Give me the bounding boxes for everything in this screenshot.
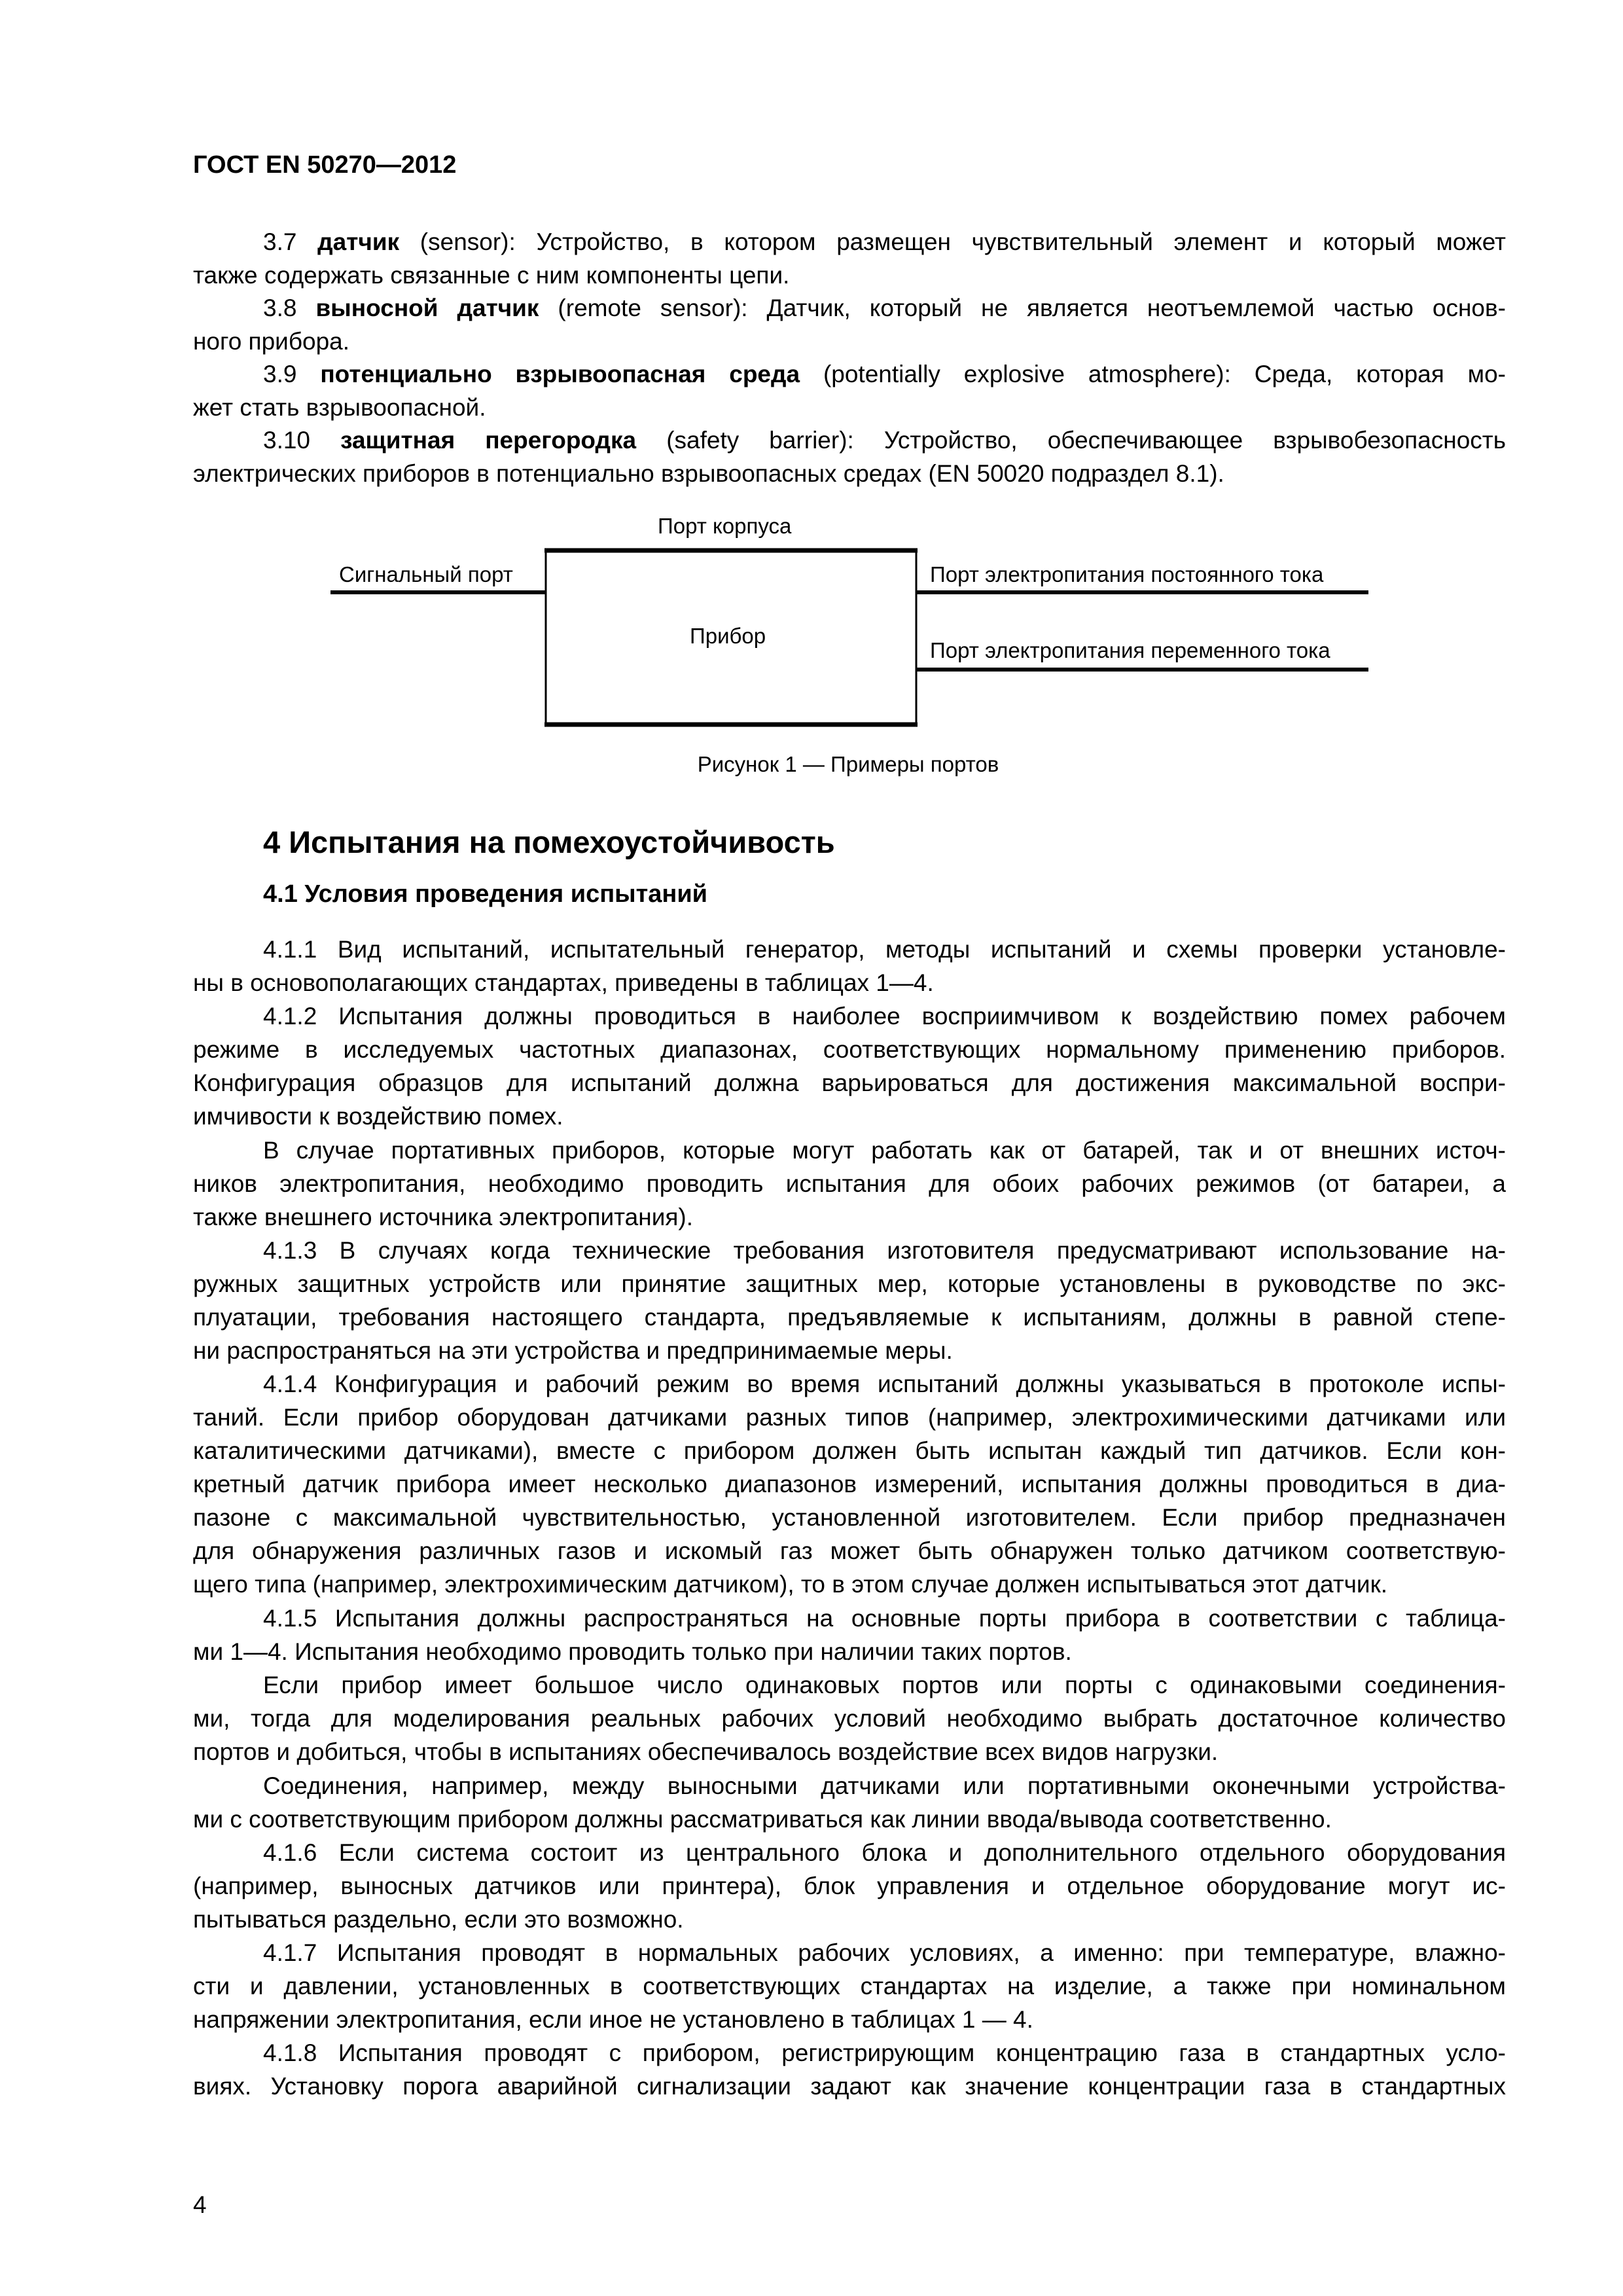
- paragraph-line: щего типа (например, электрохимическим датчиком), то в этом случае должен испытываться этот датчик.: [193, 1571, 1388, 1598]
- definition-text: (sensor): Устройство, в котором размещен чувствительный элемент и который может: [399, 228, 1506, 255]
- device-label: Прибор: [690, 624, 766, 648]
- body-paragraph: [193, 1367, 1506, 1601]
- paragraph-line: каталитическими датчиками), вместе с прибором должен быть испытан каждый тип датчиков. Если кон-: [193, 1437, 1506, 1465]
- paragraph-line: ны в основополагающих стандартах, приведены в таблицах 1—4.: [193, 969, 934, 996]
- body-paragraph: [193, 1936, 1506, 2036]
- paragraph-line: 4.1.4 Конфигурация и рабочий режим во время испытаний должны указываться в протоколе испы-: [263, 1371, 1506, 1398]
- paragraph-line: ников электропитания, необходимо проводить испытания для обоих рабочих режимов (от батареи, а: [193, 1170, 1506, 1197]
- paragraph-line: кретный датчик прибора имеет несколько диапазонов измерений, испытания должны проводиться в диа-: [193, 1471, 1506, 1498]
- paragraph-line: также содержать связанные с ним компоненты цепи.: [193, 262, 790, 289]
- paragraph-line: имчивости к воздействию помех.: [193, 1103, 563, 1130]
- paragraph-line: также внешнего источника электропитания).: [193, 1203, 693, 1230]
- paragraph-line: 4.1.3 В случаях когда технические требования изготовителя предусматривают использование на-: [263, 1236, 1506, 1264]
- paragraph-line: 4.1.8 Испытания проводят с прибором, регистрирующим концентрацию газа в стандартных усло-: [263, 2039, 1506, 2067]
- paragraph-line: ми 1—4. Испытания необходимо проводить только при наличии таких портов.: [193, 1638, 1072, 1665]
- dc-power-port-label: Порт электропитания постоянного тока: [930, 562, 1324, 586]
- paragraph-line: электрических приборов в потенциально взрывоопасных средах (EN 50020 подраздел 8.1).: [193, 460, 1224, 487]
- paragraph-line: ни распространяться на эти устройства и предпринимаемые меры.: [193, 1336, 953, 1364]
- subsection-title: 4.1 Условия проведения испытаний: [263, 880, 708, 908]
- body-paragraph: [193, 1134, 1506, 1234]
- paragraph-line: Если прибор имеет большое число одинаковых портов или порты с одинаковыми соединения-: [263, 1672, 1506, 1699]
- definition-number: 3.7: [263, 228, 297, 255]
- paragraph-line: пазоне с максимальной чувствительностью, установленной изготовителем. Если прибор предназначен: [193, 1504, 1506, 1532]
- paragraph-line: ми, тогда для моделирования реальных рабочих условий необходимо выбрать достаточное количество: [193, 1705, 1506, 1732]
- paragraph-line: 4.1.1 Вид испытаний, испытательный генератор, методы испытаний и схемы проверки установле-: [263, 936, 1506, 963]
- figure-caption: Рисунок 1 — Примеры портов: [697, 752, 999, 776]
- paragraph-line: 4.1.5 Испытания должны распространяться на основные порты прибора в соответствии с таблица-: [263, 1605, 1506, 1632]
- body-paragraph: [193, 933, 1506, 999]
- paragraph-line: Конфигурация образцов для испытаний должна варьироваться для достижения максимальной воспри-: [193, 1069, 1506, 1097]
- section-title: 4 Испытания на помехоустойчивость: [263, 825, 835, 859]
- paragraph-line: 4.1.6 Если система состоит из центрального блока и дополнительного отдельного оборудования: [263, 1839, 1506, 1866]
- definition-number: 3.8: [263, 295, 297, 321]
- definition-text: (safety barrier): Устройство, обеспечивающее взрывобезопасность: [636, 427, 1506, 454]
- paragraph-line: ми с соответствующим прибором должны рассматриваться как линии ввода/вывода соответственно.: [193, 1805, 1332, 1833]
- paragraph-line: ного прибора.: [193, 328, 350, 355]
- definition-term: защитная перегородка: [340, 427, 637, 454]
- paragraph-line: виях. Установку порога аварийной сигнализации задают как значение концентрации газа в стандартных: [193, 2073, 1506, 2100]
- paragraph-line: портов и добиться, чтобы в испытаниях обеспечивалось воздействие всех видов нагрузки.: [193, 1738, 1219, 1766]
- page-number: 4: [193, 2191, 207, 2218]
- signal-port-label: Сигнальный порт: [339, 562, 513, 586]
- enclosure-port-label: Порт корпуса: [658, 514, 792, 538]
- paragraph-line: плуатации, требования настоящего стандарта, предъявляемые к испытаниям, должны в равной степе-: [193, 1303, 1506, 1331]
- ac-power-port-label: Порт электропитания переменного тока: [930, 638, 1330, 662]
- body-paragraph: [193, 1769, 1506, 1836]
- paragraph-line: ружных защитных устройств или принятие защитных мер, которые установлены в руководстве по экс-: [193, 1270, 1506, 1297]
- definition-text: (remote sensor): Датчик, который не является неотъемлемой частью основ-: [539, 295, 1506, 321]
- body-paragraph: [193, 1668, 1506, 1768]
- body-paragraph: [193, 2036, 1506, 2103]
- body-paragraph: [193, 1602, 1506, 1668]
- definition-term: выносной датчик: [315, 295, 539, 321]
- paragraph-line: режиме в исследуемых частотных диапазонах, соответствующих нормальному применению приборов.: [193, 1036, 1506, 1064]
- body-paragraph: [193, 999, 1506, 1133]
- body-paragraph: [193, 1234, 1506, 1367]
- paragraph-line: жет стать взрывоопасной.: [193, 394, 486, 421]
- paragraph-line: В случае портативных приборов, которые могут работать как от батарей, так и от внешних источ-: [263, 1136, 1506, 1164]
- definition-term: потенциально взрывоопасная среда: [320, 361, 800, 387]
- paragraph-line: (например, выносных датчиков или принтера), блок управления и отдельное оборудование могут ис-: [193, 1872, 1506, 1899]
- paragraph-line: Соединения, например, между выносными датчиками или портативными оконечными устройства-: [263, 1772, 1506, 1799]
- body-paragraph: [193, 1836, 1506, 1936]
- paragraph-line: сти и давлении, установленных в соответствующих стандартах на изделие, а также при номинальном: [193, 1973, 1506, 2000]
- paragraph-line: пытываться раздельно, если это возможно.: [193, 1905, 684, 1933]
- paragraph-line: 4.1.7 Испытания проводят в нормальных рабочих условиях, а именно: при температуре, влажно-: [263, 1939, 1506, 1966]
- definition-text: (potentially explosive atmosphere): Среда, которая мо-: [800, 361, 1506, 387]
- definition-number: 3.9: [263, 361, 297, 387]
- definition-number: 3.10: [263, 427, 311, 454]
- paragraph-line: для обнаружения различных газов и искомый газ может быть обнаружен только датчиком соответствую-: [193, 1537, 1506, 1565]
- paragraph-line: 4.1.2 Испытания должны проводиться в наиболее восприимчивом к воздействию помех рабочем: [263, 1003, 1506, 1030]
- paragraph-line: таний. Если прибор оборудован датчиками разных типов (например, электрохимическими датчиками или: [193, 1404, 1506, 1431]
- paragraph-line: напряжении электропитания, если иное не установлено в таблицах 1 — 4.: [193, 2006, 1033, 2033]
- diagram-graphics: [0, 0, 1623, 785]
- document-header: ГОСТ EN 50270—2012: [193, 151, 457, 179]
- definition-term: датчик: [317, 228, 400, 255]
